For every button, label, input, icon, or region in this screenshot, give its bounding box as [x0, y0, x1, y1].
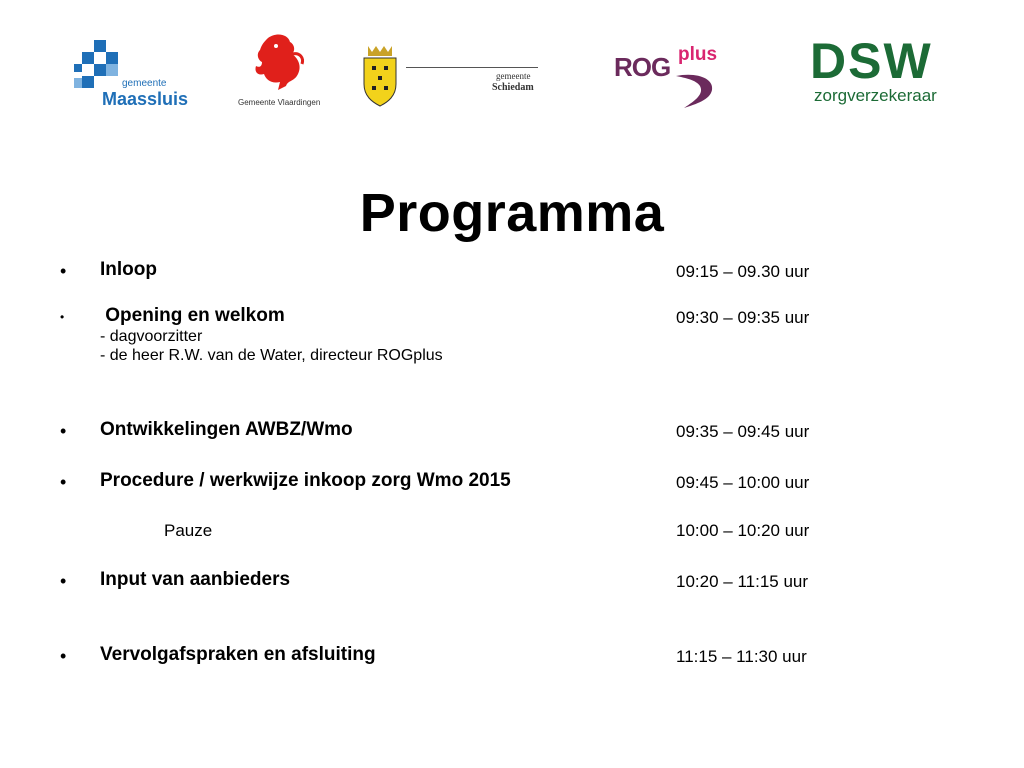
item-time-inloop: 09:15 – 09.30 uur — [676, 262, 810, 281]
maassluis-name-text: Maassluis — [102, 89, 189, 109]
item-time-opening: 09:30 – 09:35 uur — [676, 308, 810, 327]
dsw-main-text: DSW — [810, 33, 933, 89]
item-label-procedure: Procedure / werkwijze inkoop zorg Wmo 2015 — [100, 470, 511, 491]
maassluis-gemeente-text: gemeente — [122, 78, 167, 89]
item-time-procedure: 09:45 – 10:00 uur — [676, 473, 810, 492]
item-sub-dagvoorzitter: - dagvoorzitter — [100, 328, 203, 345]
schiedam-gemeente-text: gemeente — [496, 71, 531, 81]
bullet-icon: • — [60, 571, 67, 591]
item-label-vervolgafspraken: Vervolgafspraken en afsluiting — [100, 644, 376, 665]
item-label-ontwikkelingen: Ontwikkelingen AWBZ/Wmo — [100, 419, 353, 440]
bullet-icon: • — [60, 646, 67, 666]
item-label-inloop: Inloop — [100, 259, 157, 280]
schiedam-divider — [406, 67, 538, 68]
item-time-vervolgafspraken: 11:15 – 11:30 uur — [676, 647, 807, 666]
schiedam-name-text: Schiedam — [492, 82, 534, 93]
rogplus-plus-text: plus — [678, 44, 718, 65]
schiedam-shield-icon — [360, 44, 400, 108]
pause-time: 10:00 – 10:20 uur — [676, 521, 810, 540]
page-title: Programma — [359, 183, 665, 243]
item-sub-directeur: - de heer R.W. van de Water, directeur ROGplus — [100, 347, 443, 364]
vlaardingen-caption: Gemeente Vlaardingen — [238, 98, 321, 107]
logo-vlaardingen — [238, 32, 321, 112]
bullet-icon: • — [60, 421, 67, 441]
logo-maassluis — [72, 38, 197, 110]
rogplus-rog-text: ROG — [614, 52, 671, 82]
item-time-input: 10:20 – 11:15 uur — [676, 572, 809, 591]
dsw-sub-text: zorgverzekeraar — [814, 86, 937, 105]
logo-schiedam — [360, 44, 540, 110]
vlaardingen-lion-icon — [248, 32, 308, 94]
item-label-input: Input van aanbieders — [100, 569, 291, 590]
logo-rogplus — [612, 38, 732, 116]
logo-dsw — [810, 32, 960, 112]
bullet-icon: • — [60, 261, 67, 281]
rogplus-swoosh-icon — [666, 72, 726, 110]
pause-label: Pauze — [164, 521, 213, 540]
bullet-icon: • — [60, 310, 65, 324]
item-time-ontwikkelingen: 09:35 – 09:45 uur — [676, 422, 810, 441]
bullet-icon: • — [60, 472, 67, 492]
item-label-opening: Opening en welkom — [100, 305, 285, 326]
